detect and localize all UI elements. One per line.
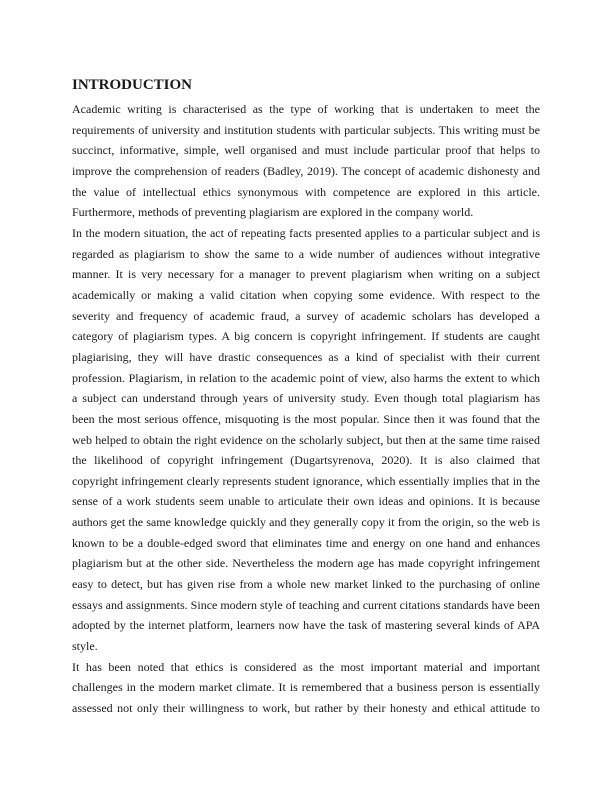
text-line: sense of a work students seem unable to articulate their own ideas and opinions. It is because [72,494,540,509]
text-line: improve the comprehension of readers (Badley, 2019). The concept of academic dishonesty and [72,163,540,178]
text-line: adopted by the internet platform, learners now have the task of mastering several kinds of APA [72,618,540,633]
text-line: essays and assignments. Since modern style of teaching and current citations standards have been [72,597,540,612]
text-line: regarded as plagiarism to show the same to a wide number of audiences without integrative [72,246,540,261]
text-line: profession. Plagiarism, in relation to the academic point of view, also harms the extent to which [72,370,540,385]
text-line: known to be a double-edged sword that eliminates time and energy on one hand and enhances [72,535,540,550]
text-line: manner. It is very necessary for a manager to prevent plagiarism when writing on a subject [72,267,540,282]
text-line: plagiarising, they will have drastic consequences as a kind of specialist with their current [72,349,540,364]
text-line: In the modern situation, the act of repeating facts presented applies to a particular subject and is [72,225,540,240]
text-line: style. [72,639,98,654]
text-line: a subject can understand through years of university study. Even though total plagiarism has [72,391,540,406]
paragraph [72,99,540,223]
text-line: Furthermore, methods of preventing plagiarism are explored in the company world. [72,205,474,220]
text-line: assessed not only their willingness to work, but rather by their honesty and ethical attitude to [72,701,540,716]
text-line: the value of intellectual ethics synonymous with competence are explored in this article. [72,184,540,199]
paragraph [72,657,540,719]
text-line: web helped to obtain the right evidence on the scholarly subject, but then at the same time raised [72,432,540,447]
text-line: category of plagiarism types. A big concern is copyright infringement. If students are caught [72,329,540,344]
paragraph [72,223,540,657]
text-line: copyright infringement clearly represents student ignorance, which essentially implies that in the [72,473,540,488]
text-line: challenges in the modern market climate. It is remembered that a business person is essentially [72,680,540,695]
text-line: severity and frequency of academic fraud, a survey of academic scholars has developed a [72,308,540,323]
text-line: the likelihood of copyright infringement (Dugartsyrenova, 2020). It is also claimed that [72,453,540,468]
text-line: easy to detect, but has given rise from a whole new market linked to the purchasing of online [72,577,540,592]
text-line: plagiarism but at the other side. Nevertheless the modern age has made copyright infringement [72,556,540,571]
section-heading: INTRODUCTION [72,77,193,93]
text-line: been the most serious offence, misquoting is the most popular. Since then it was found that the [72,411,540,426]
text-line: Academic writing is characterised as the type of working that is undertaken to meet the [72,102,540,116]
document-body [72,99,540,719]
text-line: succinct, informative, simple, well organised and must include particular proof that helps to [72,143,540,158]
text-line: authors get the same knowledge quickly and they generally copy it from the origin, so the web is [72,515,540,530]
text-line: requirements of university and institution students with particular subjects. This writing must be [72,122,540,137]
text-line: academically or making a valid citation when copying some evidence. With respect to the [72,287,540,302]
text-line: It has been noted that ethics is considered as the most important material and important [72,659,540,674]
